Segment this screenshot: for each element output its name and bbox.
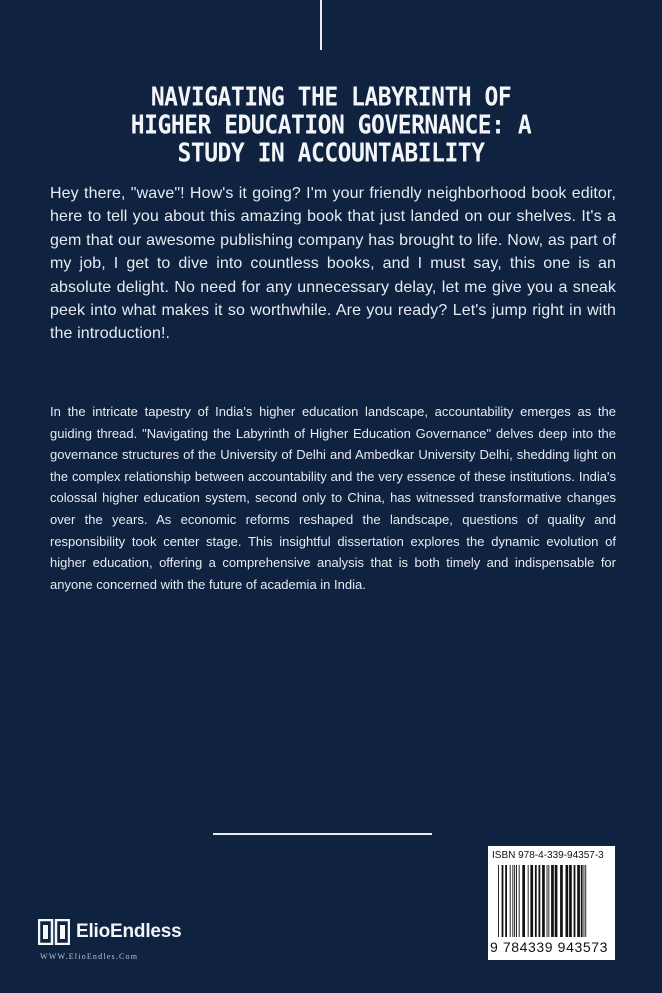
editor-intro-paragraph: Hey there, "wave"! How's it going? I'm your friendly neighborhood book editor, here to tell you about this amazing book that just landed on our shelves. It's a gem that our awesome publishing company has brought to life. Now, as part of my job, I get to dive into countless books, and I must say, this one is an absolute delight. No need for any unnecessary delay, let me give you a sneak peek into what makes it so worthwhile. Are you ready? Let's jump right in with the introduction!. [50, 185, 616, 343]
book-description-paragraph: In the intricate tapestry of India's higher education landscape, accountability emerges as the guiding thread. "Navigating the Labyrinth of Higher Education Governance" delves deep into the governance structures of the University of Delhi and Ambedkar University Delhi, shedding light on the complex relationship between accountability and the very essence of these institutions. India's colossal higher education system, second only to China, has witnessed transformative changes over the years. As economic reforms reshaped the landscape, questions of quality and responsibility took center stage. This insightful dissertation explores the dynamic evolution of higher education, offering a comprehensive analysis that is both timely and indispensable for anyone concerned with the future of academia in India. [50, 404, 616, 592]
barcode-bar [542, 865, 545, 937]
barcode-bar [514, 865, 515, 937]
title-line-3: STUDY IN ACCOUNTABILITY [177, 138, 485, 168]
barcode-bar [548, 865, 549, 937]
bottom-divider-line [213, 833, 432, 835]
barcode-bar [577, 865, 580, 937]
publisher-logo [38, 919, 238, 979]
barcode-bar [522, 865, 525, 937]
title-line-2: HIGHER EDUCATION GOVERNANCE: A [130, 110, 532, 140]
barcode-bar [530, 865, 533, 937]
isbn-barcode [488, 846, 615, 960]
barcode-bar [498, 865, 499, 937]
book-logo-icon [38, 919, 70, 945]
publisher-website: WWW.ElioEndles.Com [40, 952, 139, 961]
barcode-bar [516, 865, 517, 937]
barcode-bar [512, 865, 513, 937]
barcode-bar [555, 865, 558, 937]
barcode-bar [502, 865, 504, 937]
barcode-bar [510, 865, 511, 937]
barcode-bar [547, 865, 548, 937]
barcode-bar [528, 865, 529, 937]
barcode-bar [539, 865, 541, 937]
barcode-bar [574, 865, 576, 937]
barcode-digits: 9 784339 943573 [490, 939, 608, 955]
barcode-bar [581, 865, 583, 937]
barcode-bar [560, 865, 563, 937]
barcode-bar [584, 865, 585, 937]
barcode-bar [535, 865, 537, 937]
barcode-bar [505, 865, 507, 937]
title-line-1: NAVIGATING THE LABYRINTH OF [150, 82, 512, 112]
barcode-bars [498, 865, 610, 937]
isbn-label: ISBN 978-4-339-94357-3 [492, 850, 604, 861]
barcode-bar [566, 865, 569, 937]
barcode-bar [569, 865, 572, 937]
barcode-bar [585, 865, 586, 937]
book-title [60, 84, 602, 168]
barcode-bar [519, 865, 520, 937]
top-divider-line [320, 0, 322, 50]
publisher-name: ElioEndless [76, 921, 182, 942]
barcode-bar [551, 865, 554, 937]
